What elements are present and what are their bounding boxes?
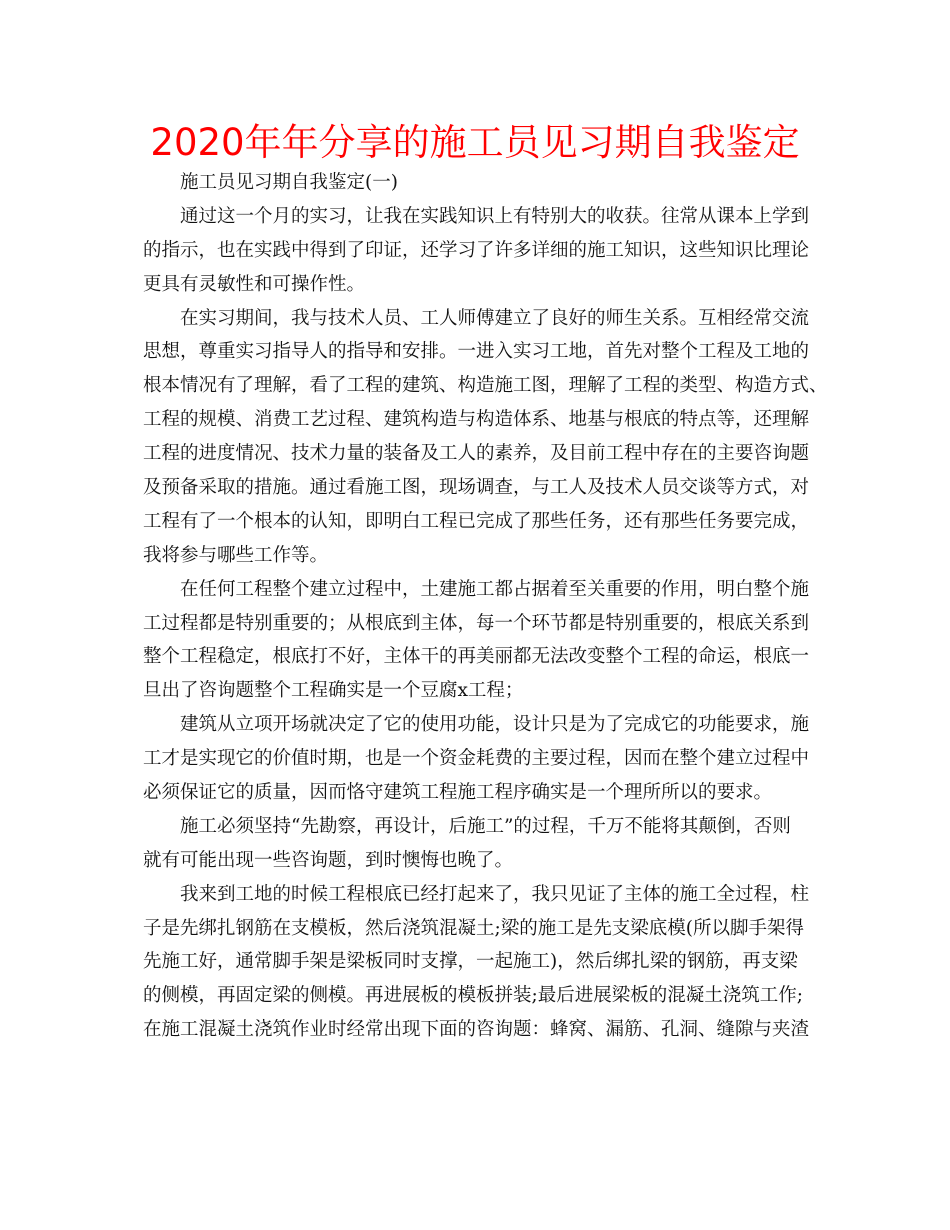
paragraph-line: 整个工程稳定，根底打不好，主体干的再美丽都无法改变整个工程的命运，根底一 [143,646,810,668]
paragraph-line: 及预备采取的措施。通过看施工图，现场调查，与工人及技术人员交谈等方式，对 [143,477,810,499]
paragraph-line: 的侧模，再固定梁的侧模。再进展板的模板拼装;最后进展梁板的混凝土浇筑工作; [143,985,803,1007]
subtitle-line: 施工员见习期自我鉴定(一) [180,172,398,193]
paragraph-line: 在任何工程整个建立过程中，土建施工都占据着至关重要的作用，明白整个施 [180,578,810,600]
paragraph-line: 工程的进度情况、技术力量的装备及工人的素养，及目前工程中存在的主要咨询题 [143,443,810,465]
paragraph-line: 子是先绑扎钢筋在支模板，然后浇筑混凝土;梁的施工是先支梁底模(所以脚手架得 [143,917,804,939]
paragraph-line: 就有可能出现一些咨询题，到时懊悔也晚了。 [143,849,514,871]
paragraph-line: 工程的规模、消费工艺过程、建筑构造与构造体系、地基与根底的特点等，还理解 [143,409,810,431]
paragraph-line: 更具有灵敏性和可操作性。 [143,273,366,295]
paragraph-line: 工过程都是特别重要的；从根底到主体，每一个环节都是特别重要的，根底关系到 [143,612,810,634]
paragraph-line: 必须保证它的质量，因而恪守建筑工程施工程序确实是一个理所所以的要求。 [143,782,773,804]
paragraph-line: 我将参与哪些工作等。 [143,544,329,566]
paragraph-line: 工程有了一个根本的认知，即明白工程已完成了那些任务，还有那些任务要完成， [143,510,810,532]
paragraph-line: 在实习期间，我与技术人员、工人师傅建立了良好的师生关系。互相经常交流 [180,307,810,329]
document-title: 2020年年分享的施工员见习期自我鉴定 [150,121,800,164]
paragraph-line: 根本情况有了理解，看了工程的建筑、构造施工图，理解了工程的类型、构造方式、 [143,375,828,397]
document-body [143,166,828,1047]
paragraph-line: 旦出了咨询题整个工程确实是一个豆腐x工程； [143,680,524,702]
paragraph-line: 通过这一个月的实习，让我在实践知识上有特别大的收获。往常从课本上学到 [180,205,810,227]
paragraph-line: 的指示，也在实践中得到了印证，还学习了许多详细的施工知识，这些知识比理论 [143,239,810,261]
paragraph-line: 我来到工地的时候工程根底已经打起来了，我只见证了主体的施工全过程，柱 [180,883,810,905]
paragraph-line: 施工必须坚持“先勘察，再设计，后施工”的过程，千万不能将其颠倒，否则 [180,815,791,837]
paragraph-line: 工才是实现它的价值时期，也是一个资金耗费的主要过程，因而在整个建立过程中 [143,748,810,770]
paragraph-line: 建筑从立项开场就决定了它的使用功能，设计只是为了完成它的功能要求，施 [180,714,810,736]
paragraph-line: 先施工好，通常脚手架是梁板同时支撑，一起施工)，然后绑扎梁的钢筋，再支梁 [143,951,798,973]
paragraph-line: 在施工混凝土浇筑作业时经常出现下面的咨询题：蜂窝、漏筋、孔洞、缝隙与夹渣 [143,1019,810,1041]
paragraph-line: 思想，尊重实习指导人的指导和安排。一进入实习工地，首先对整个工程及工地的 [143,341,810,363]
